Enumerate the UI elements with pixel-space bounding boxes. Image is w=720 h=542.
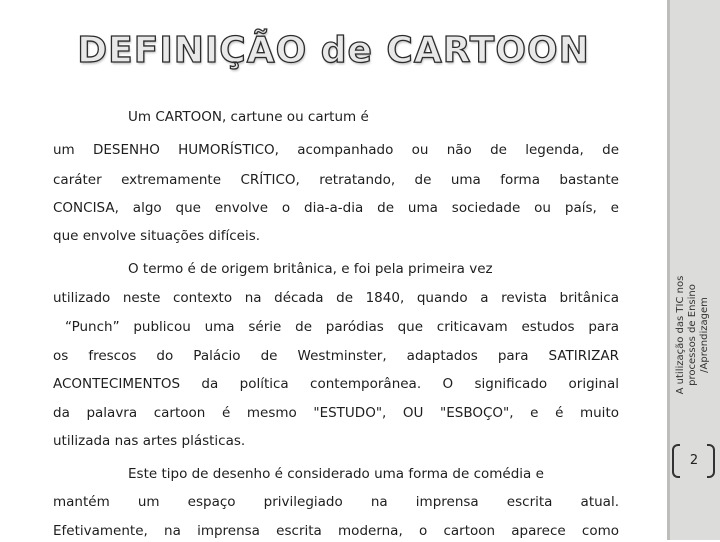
- text-line: mantém um espaço privilegiado na imprensa escrita atual.: [53, 494, 619, 510]
- text-line: um DESENHO HUMORÍSTICO, acompanhado ou não de legenda, de: [53, 142, 619, 158]
- text-line: Efetivamente, na imprensa escrita moderna, o cartoon aparece como: [53, 523, 619, 539]
- text-line: “Punch” publicou uma série de paródias que criticavam estudos para: [65, 319, 619, 335]
- text-line: que envolve situações difíceis.: [53, 228, 261, 244]
- text-line: Este tipo de desenho é considerado uma forma de comédia e: [128, 466, 544, 482]
- slide-title: DEFINIÇÃO de CARTOON: [77, 30, 590, 71]
- text-line: ACONTECIMENTOS da política contemporânea. O significado original: [53, 376, 619, 392]
- sidebar-note-line: A utilização das TIC nos: [675, 275, 686, 395]
- text-line: os frescos do Palácio de Westminster, adaptados para SATIRIZAR: [53, 348, 619, 364]
- text-line: Um CARTOON, cartune ou cartum é: [128, 109, 369, 125]
- text-line: utilizado neste contexto na década de 1840, quando a revista britânica: [53, 290, 619, 306]
- text-line: utilizada nas artes plásticas.: [53, 433, 246, 449]
- sidebar-note-line: processos de Ensino: [687, 284, 698, 386]
- sidebar-note: [675, 235, 711, 435]
- text-line: da palavra cartoon é mesmo "ESTUDO", OU "ESBOÇO", e é muito: [53, 405, 619, 421]
- page-number: 2: [689, 453, 699, 468]
- text-line: O termo é de origem britânica, e foi pela primeira vez: [128, 261, 493, 277]
- text-line: CONCISA, algo que envolve o dia-a-dia de uma sociedade ou país, e: [53, 200, 619, 216]
- text-line: caráter extremamente CRÍTICO, retratando, de uma forma bastante: [53, 172, 619, 188]
- sidebar-note-line: /Aprendizagem: [699, 297, 710, 373]
- sidebar-divider: [667, 0, 670, 540]
